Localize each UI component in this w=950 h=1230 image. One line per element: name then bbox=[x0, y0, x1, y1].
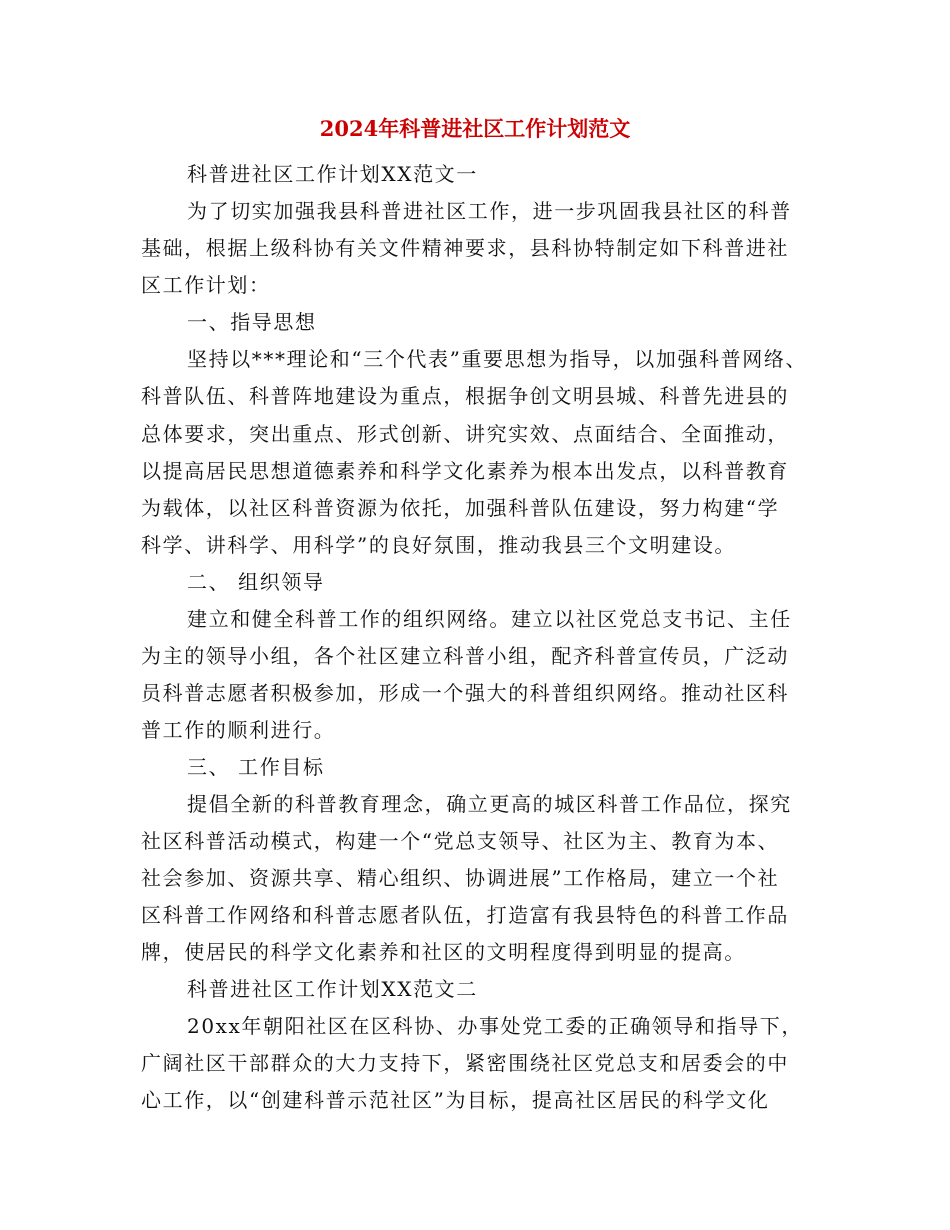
text-line: 广阔社区干部群众的大力支持下，紧密围绕社区党总支和居委会的中 bbox=[141, 1051, 789, 1075]
text-line: 为主的领导小组，各个社区建立科普小组，配齐科普宣传员，广泛动 bbox=[141, 644, 789, 668]
text-line: 科普进社区工作计划XX范文二 bbox=[187, 977, 478, 1001]
text-line: 心工作，以“创建科普示范社区”为目标，提高社区居民的科学文化 bbox=[141, 1088, 770, 1112]
text-line: 普工作的顺利进行。 bbox=[141, 718, 336, 742]
text-line: 科普进社区工作计划XX范文一 bbox=[187, 162, 478, 186]
text-line: 20xx年朝阳社区在区科协、办事处党工委的正确领导和指导下， bbox=[187, 1014, 804, 1038]
text-line: 总体要求，突出重点、形式创新、讲究实效、点面结合、全面推动， bbox=[141, 422, 789, 446]
text-line: 科学、讲科学、用科学”的良好氛围，推动我县三个文明建设。 bbox=[141, 533, 737, 557]
text-line: 社会参加、资源共享、精心组织、协调进展”工作格局，建立一个社 bbox=[141, 866, 780, 890]
text-line: 区科普工作网络和科普志愿者队伍，打造富有我县特色的科普工作品 bbox=[141, 903, 789, 927]
text-line: 基础，根据上级科协有关文件精神要求，县科协特制定如下科普进社 bbox=[141, 236, 789, 260]
section-heading: 三、 工作目标 bbox=[187, 755, 325, 779]
text-line: 提倡全新的科普教育理念，确立更高的城区科普工作品位，探究 bbox=[187, 792, 792, 816]
section-heading: 一、指导思想 bbox=[187, 310, 317, 334]
text-line: 建立和健全科普工作的组织网络。建立以社区党总支书记、主任 bbox=[187, 607, 792, 631]
text-line: 为载体，以社区科普资源为依托，加强科普队伍建设，努力构建“学 bbox=[141, 496, 780, 520]
text-line: 为了切实加强我县科普进社区工作，进一步巩固我县社区的科普 bbox=[187, 199, 792, 223]
text-line: 以提高居民思想道德素养和科学文化素养为根本出发点，以科普教育 bbox=[141, 459, 789, 483]
text-line: 科普队伍、科普阵地建设为重点，根据争创文明县城、科普先进县的 bbox=[141, 384, 789, 408]
text-line: 牌，使居民的科学文化素养和社区的文明程度得到明显的提高。 bbox=[141, 940, 746, 964]
text-line: 区工作计划： bbox=[141, 273, 271, 297]
document-title: 2024年科普进社区工作计划范文 bbox=[319, 116, 631, 141]
text-line: 员科普志愿者积极参加，形成一个强大的科普组织网络。推动社区科 bbox=[141, 681, 789, 705]
text-line: 社区科普活动模式，构建一个“党总支领导、社区为主、教育为本、 bbox=[141, 829, 780, 853]
text-line: 坚持以***理论和“三个代表”重要思想为指导，以加强科普网络、 bbox=[187, 347, 808, 371]
section-heading: 二、 组织领导 bbox=[187, 570, 325, 594]
